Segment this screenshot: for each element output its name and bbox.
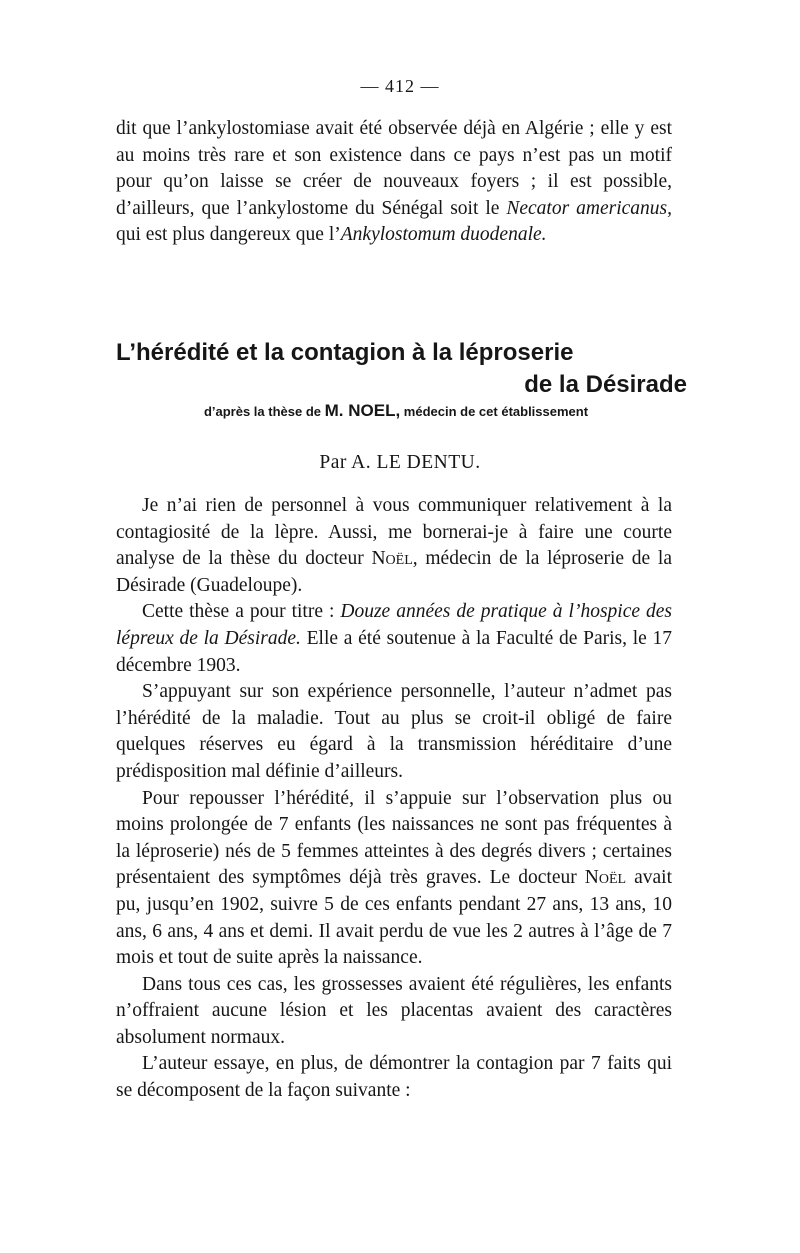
p4-text-b: avait pu, jusqu’en 1902, suivre 5 de ces enfants pendant 27 ans, 13 ans, 10 ans, 6 ans, 4 ans et demi. Il avait perdu de vue les 2 autres à l’âge de 7 mois et tout de suite après la naissance.: [116, 867, 672, 969]
article-body: [116, 493, 672, 1105]
intro-italic-necator: Necator americanus,: [506, 197, 672, 219]
p2-text-b: Elle a été soutenue à la Faculté de Paris, le 17 décembre 1903.: [116, 627, 673, 676]
subtitle-prefix: d’après la thèse de: [203, 404, 325, 419]
article-title-line-2: de la Désirade: [524, 371, 687, 398]
paragraph-6: L’auteur essaye, en plus, de démontrer la contagion par 7 faits qui se décomposent de la façon suivante :: [116, 1053, 672, 1102]
intro-text-2: qui est plus dangereux que l’: [116, 224, 341, 246]
p2-text-a: Cette thèse a pour titre :: [142, 601, 341, 623]
p1-text-a: Je n’ai rien de personnel à vous communiquer relativement à la contagiosité de la lèpre. Aussi, me bornerai-je à faire une courte analyse de la thèse du docteur: [116, 495, 672, 570]
subtitle-suffix: médecin de cet établissement: [400, 404, 589, 419]
intro-italic-ankylostomum: Ankylostomum duodenale.: [340, 224, 547, 246]
paragraph-3: S’appuyant sur son expérience personnelle, l’auteur n’admet pas l’hérédité de la maladie. Tout au plus se croit-il obligé de faire quelques réserves eu égard à la transmission héréditaire d’une prédisposition mal définie d’ailleurs.: [116, 681, 672, 782]
paragraph-2: [116, 599, 672, 679]
paragraph-1: [116, 493, 672, 599]
subtitle-name: NOEL,: [343, 401, 401, 420]
intro-paragraph-block: [116, 116, 672, 249]
subtitle-mr: M.: [324, 401, 344, 420]
article-subtitle: [116, 402, 676, 421]
p1-author-name: Noël: [371, 548, 413, 570]
article-author: Par A. LE DENTU.: [319, 452, 481, 473]
article-title-line-1: L’hérédité et la contagion à la léproserie: [116, 339, 574, 366]
p4-author-name: Noël: [584, 867, 627, 889]
p4-text-a: Pour repousser l’hérédité, il s’appuie sur l’observation plus ou moins prolongée de 7 enfants (les naissances ne sont pas fréquentes à la léproserie) nés de 5 femmes atteintes à des degrés divers ; certaines présentaient des symptômes déjà très graves. Le docteur: [116, 787, 672, 889]
intro-text-1: dit que l’ankylostomiase avait été observée déjà en Algérie ; elle y est au moins très rare et son existence dans ce pays n’est pas un motif pour qu’on laisse se créer de nouveaux foyers ; il est possible, d’ailleurs, que l’ankylostome du Sénégal soit le: [116, 118, 672, 219]
p2-thesis-title: Douze années de pratique à l’hospice des lépreux de la Désirade.: [116, 601, 672, 649]
page-number: — 412 —: [360, 76, 440, 96]
paragraph-4: [116, 786, 672, 972]
p1-text-b: , médecin de la léproserie de la Désirade (Guadeloupe).: [116, 548, 672, 596]
paragraph-5: Dans tous ces cas, les grossesses avaient été régulières, les enfants n’offraient aucune lésion et les placentas avaient des caractères absolument normaux.: [116, 973, 672, 1048]
intro-paragraph: [116, 116, 672, 249]
